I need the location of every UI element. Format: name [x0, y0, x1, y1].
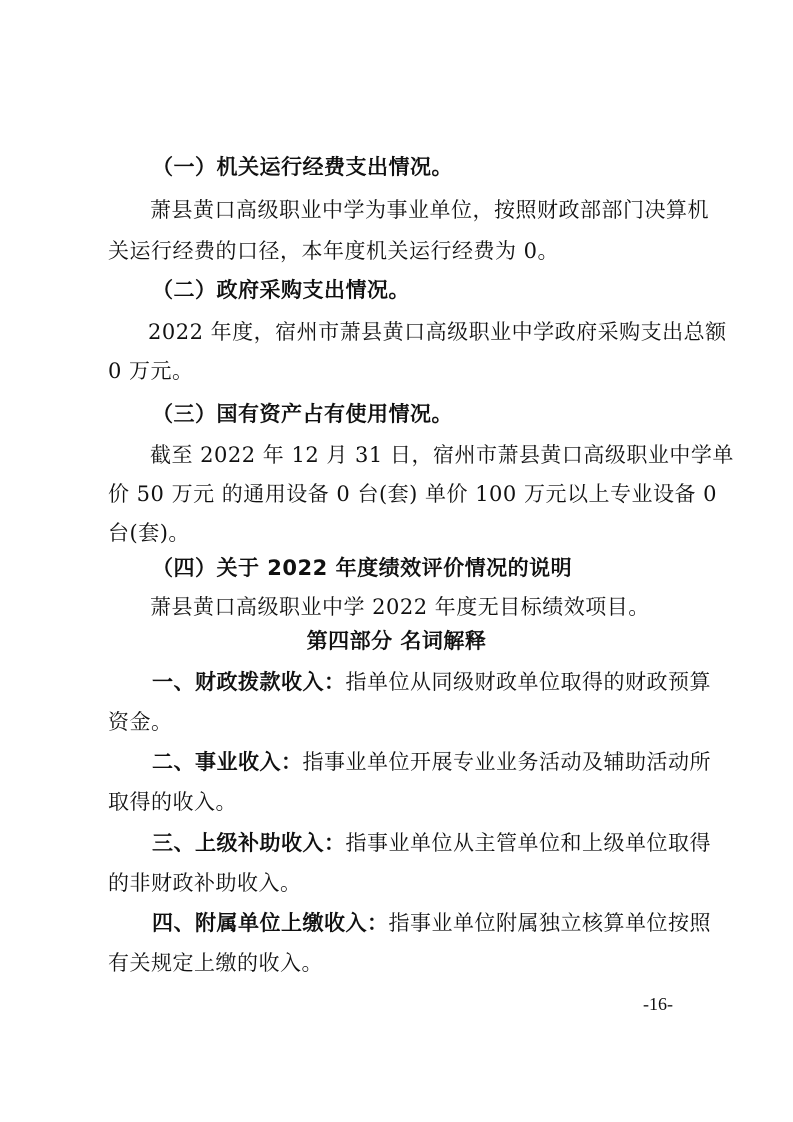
part-title: 第四部分 名词解释 [306, 629, 487, 653]
paragraph-line: 关运行经费的口径，本年度机关运行经费为 0。 [108, 239, 560, 263]
paragraph-line: 萧县黄口高级职业中学为事业单位，按照财政部部门决算机 [150, 198, 709, 222]
definition-text: 指事业单位附属独立核算单位按照 [388, 911, 711, 935]
definition-continuation: 的非财政补助收入。 [108, 871, 302, 895]
paragraph-line: 截至 2022 年 12 月 31 日，宿州市萧县黄口高级职业中学单 [150, 443, 734, 467]
definition-continuation: 取得的收入。 [108, 790, 237, 814]
page-number: -16- [643, 994, 673, 1014]
definition-continuation: 有关规定上缴的收入。 [108, 951, 323, 975]
definition-continuation: 资金。 [108, 710, 173, 734]
definition-text: 指事业单位开展专业业务活动及辅助活动所 [302, 750, 711, 774]
paragraph-line: 0 万元。 [108, 359, 194, 383]
section-heading-3: （三）国有资产占有使用情况。 [152, 402, 453, 426]
definition-text: 指事业单位从主管单位和上级单位取得 [345, 831, 711, 855]
paragraph-line: 2022 年度，宿州市萧县黄口高级职业中学政府采购支出总额 [148, 320, 727, 344]
section-heading-2: （二）政府采购支出情况。 [152, 278, 410, 302]
definition-text: 指单位从同级财政单位取得的财政预算 [345, 670, 711, 694]
definition-line [152, 747, 711, 777]
term-label: 四、附属单位上缴收入： [152, 911, 389, 935]
definition-line [152, 667, 711, 697]
term-label: 三、上级补助收入： [152, 831, 346, 855]
paragraph-line: 价 50 万元 的通用设备 0 台(套) 单价 100 万元以上专业设备 0 [108, 482, 717, 506]
paragraph-line: 萧县黄口高级职业中学 2022 年度无目标绩效项目。 [150, 595, 650, 619]
paragraph-line: 台(套)。 [108, 521, 190, 545]
term-label: 二、事业收入： [152, 750, 303, 774]
definition-line [152, 828, 711, 858]
section-heading-1: （一）机关运行经费支出情况。 [152, 155, 453, 179]
definition-line [152, 908, 711, 938]
term-label: 一、财政拨款收入： [152, 670, 346, 694]
section-heading-4: （四）关于 2022 年度绩效评价情况的说明 [152, 556, 573, 580]
